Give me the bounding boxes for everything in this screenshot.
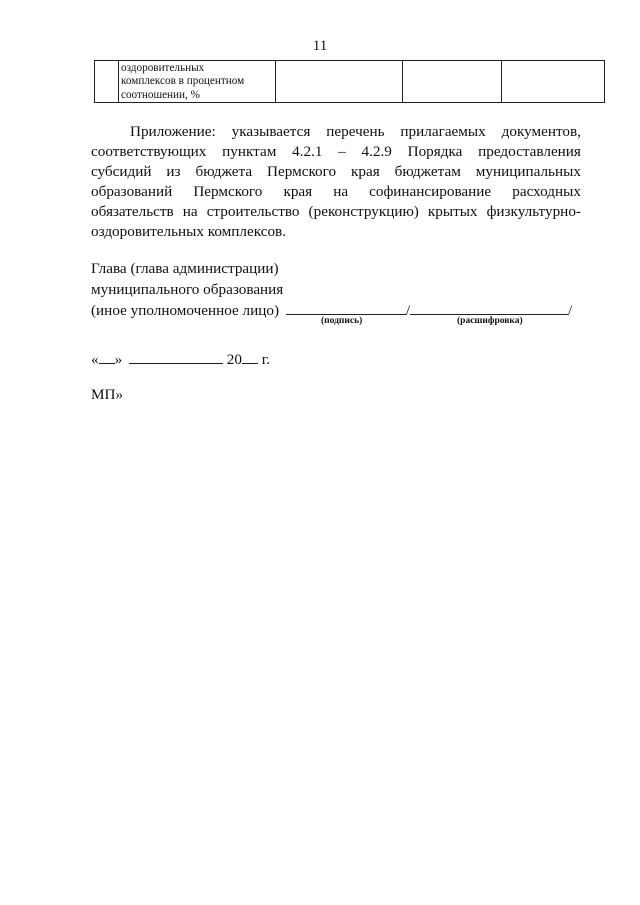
- word: оздоровительных комплексов.: [91, 223, 287, 240]
- signature-title-line: Глава (глава администрации): [91, 260, 279, 277]
- signature-caption: (подпись): [321, 316, 363, 326]
- month-field[interactable]: [129, 349, 223, 364]
- appendix-line: [91, 182, 581, 202]
- cell-line: оздоровительных: [121, 62, 205, 74]
- word: соответствующих: [91, 143, 207, 160]
- word: расходных: [512, 183, 581, 200]
- word: перечень: [326, 123, 385, 140]
- table-cell-empty: [95, 61, 119, 103]
- cell-line: комплексов в процентном: [121, 75, 245, 88]
- cell-line: соотношении, %: [121, 88, 200, 101]
- signatory-label: (иное уполномоченное лицо): [91, 302, 280, 319]
- word: Пермского: [193, 183, 263, 200]
- decoding-caption: (расшифровка): [457, 316, 523, 326]
- year-prefix: 20: [226, 351, 242, 368]
- word: Приложение:: [130, 123, 216, 140]
- word: из: [166, 163, 181, 180]
- word: бюджета: [195, 163, 253, 180]
- signature-block: [91, 258, 591, 321]
- appendix-line: [91, 142, 581, 162]
- slash-separator: /: [568, 302, 573, 319]
- table-cell-empty: [502, 61, 605, 103]
- word: физкультурно-: [486, 203, 581, 220]
- word: указывается: [231, 123, 311, 140]
- appendix-line: [91, 162, 581, 182]
- word: (реконструкцию): [308, 203, 419, 220]
- word: края: [351, 163, 380, 180]
- word: строительство: [206, 203, 300, 220]
- signature-title-line: муниципального образования: [91, 281, 284, 298]
- word: муниципальных: [475, 163, 581, 180]
- word: на: [182, 203, 198, 220]
- word: Пермского: [267, 163, 337, 180]
- decoding-field[interactable]: [410, 300, 568, 315]
- date-line: [91, 349, 270, 369]
- appendix-line: [91, 122, 581, 142]
- word: бюджетам: [394, 163, 461, 180]
- word: обязательств: [91, 203, 174, 220]
- appendix-paragraph: [91, 122, 581, 242]
- table-cell-empty: [403, 61, 502, 103]
- word: края: [283, 183, 313, 200]
- slash-separator: /: [405, 302, 411, 319]
- appendix-line: [91, 222, 581, 242]
- word: 4.2.1: [292, 143, 323, 160]
- day-field[interactable]: [99, 349, 115, 364]
- close-quote: »: [114, 351, 123, 368]
- seal-mark: МП»: [91, 386, 124, 403]
- page-number: 11: [312, 38, 328, 54]
- word: крытых: [427, 203, 478, 220]
- signature-field[interactable]: [286, 300, 406, 315]
- open-quote: «: [91, 351, 99, 368]
- word: на: [333, 183, 349, 200]
- year-field[interactable]: [242, 349, 258, 364]
- word: Порядка: [407, 143, 463, 160]
- word: прилагаемых: [400, 123, 486, 140]
- word: образований: [91, 183, 173, 200]
- word: субсидий: [91, 163, 152, 180]
- word: софинансирование: [369, 183, 492, 200]
- word: предоставления: [478, 143, 581, 160]
- table-row: [95, 61, 605, 103]
- appendix-line: [91, 202, 581, 222]
- table-fragment: [94, 60, 605, 103]
- year-suffix: г.: [261, 351, 271, 368]
- word: документов,: [501, 123, 581, 140]
- word: 4.2.9: [361, 143, 392, 160]
- table-cell-empty: [276, 61, 403, 103]
- table-cell-indicator: [119, 61, 276, 103]
- word: –: [338, 143, 346, 160]
- word: пунктам: [222, 143, 277, 160]
